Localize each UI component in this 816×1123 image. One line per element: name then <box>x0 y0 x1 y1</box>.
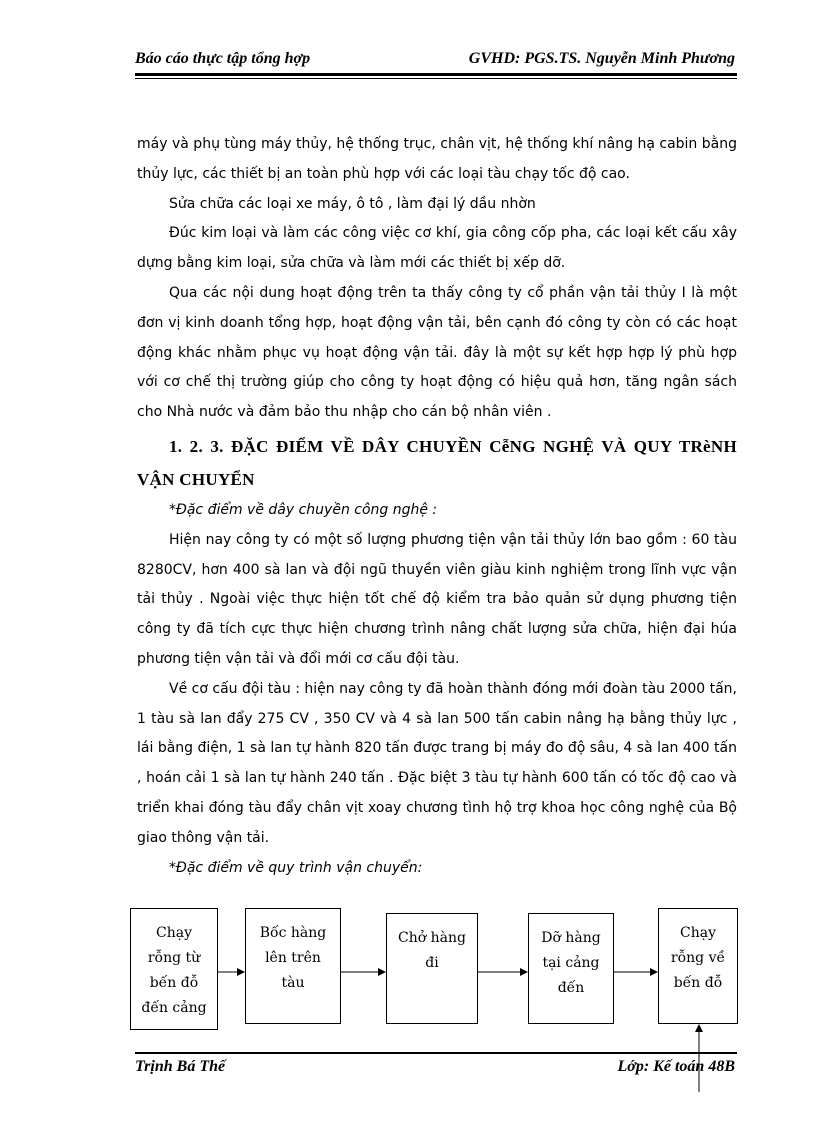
flow-step-4 <box>528 913 614 1024</box>
section-heading: 1. 2. 3. ĐẶC ĐIỂM VỀ DÂY CHUYỀN CễNG NGHỆ VÀ QUY TRèNH VẬN CHUYỂN <box>137 436 737 489</box>
flow-step-3-line: đi <box>425 955 439 971</box>
document-body <box>137 130 737 883</box>
flow-step-5-line: bến đỗ <box>673 975 723 991</box>
flow-step-5 <box>658 908 738 1024</box>
paragraph-repair: Sửa chữa các loại xe máy, ô tô , làm đại lý dầu nhờn <box>169 195 536 212</box>
flow-step-3 <box>386 913 478 1024</box>
flow-step-1-line: đến cảng <box>141 1000 207 1016</box>
flow-step-1-line: rỗng từ <box>147 950 201 966</box>
footer-class: Lớp: Kế toán 48B <box>617 1058 735 1075</box>
header-title: Báo cáo thực tập tổng hợp <box>135 50 311 67</box>
paragraph-fleet-structure: Về cơ cấu đội tàu : hiện nay công ty đã hoàn thành đóng mới đoàn tàu 2000 tấn, 1 tàu sà lan đẩy 275 CV , 350 CV và 4 sà lan 500 tấn cabin nâng hạ bằng thủy lực , lái bằng điện, 1 sà lan tự hành 820 tấn được trang bị máy đo độ sâu, 4 sà lan 400 tấn , hoán cải 1 sà lan tự hành 240 tấn . Đặc biệt 3 tàu tự hành 600 tấn có tốc độ cao và triển khai đóng tàu đẩy chân vịt xoay chương tình hộ trợ khoa học công nghệ của Bộ giao thông vận tải. <box>137 680 737 846</box>
footer-author: Trịnh Bá Thế <box>135 1058 226 1075</box>
flow-step-1-line: Chạy <box>156 925 192 941</box>
paragraph-casting: Đúc kim loại và làm các công việc cơ khí, gia công cốp pha, các loại kết cấu xây dựng bằng kim loại, sửa chữa và làm mới các thiết bị xếp dỡ. <box>137 225 737 272</box>
flow-step-5-line: rỗng về <box>670 950 726 966</box>
paragraph-summary: Qua các nội dung hoạt động trên ta thấy công ty cổ phần vận tải thủy I là một đơn vị kinh doanh tổng hợp, hoạt động vận tải, bên cạnh đó công ty còn có các hoạt động khác nhằm phục vụ hoạt động vận tải. đây là một sự kết hợp hợp lý phù hợp với cơ chế thị trường giúp cho công ty hoạt động có hiệu quả hơn, tăng ngân sách cho Nhà nước và đảm bảo thu nhập cho cán bộ nhân viên . <box>137 284 737 421</box>
footer-rule <box>135 1052 737 1054</box>
flow-step-3-line: Chở hàng <box>398 930 466 946</box>
flow-step-5-line: Chạy <box>680 925 716 941</box>
flow-step-2 <box>245 908 341 1024</box>
header-rule-thick <box>135 73 737 76</box>
page-header <box>135 50 735 72</box>
paragraph-continuation: máy và phụ tùng máy thủy, hệ thống trục, chân vịt, hệ thống khí nâng hạ cabin bằng thủy lực, các thiết bị an toàn phù hợp với các loại tàu chạy tốc độ cao. <box>137 136 737 182</box>
flow-step-4-line: tại cảng <box>542 955 600 971</box>
flow-step-2-line: tàu <box>281 975 305 991</box>
header-rule-thin <box>135 78 737 79</box>
flow-step-4-line: đến <box>557 980 585 996</box>
paragraph-fleet: Hiện nay công ty có một số lượng phương tiện vận tải thủy lớn bao gồm : 60 tàu 8280CV, hơn 400 sà lan và đội ngũ thuyền viên giàu kinh nghiệm trong lĩnh vực vận tải thủy . Ngoài việc thực hiện tốt chế độ kiểm tra bảo quản sử dụng phương tiện công ty đã tích cực thực hiện chương trình nâng chất lượng sửa chữa, hiện đại húa phương tiện vận tải và đổi mới cơ cấu đội tàu. <box>137 531 737 667</box>
flow-step-1-line: bến đỗ <box>149 975 199 991</box>
subheading-transport-process: *Đặc điểm về quy trình vận chuyển: <box>169 859 423 876</box>
page-footer <box>135 1058 735 1080</box>
flow-step-4-line: Dỡ hàng <box>541 930 601 946</box>
flow-step-2-line: lên trên <box>265 950 321 966</box>
flow-step-2-line: Bốc hàng <box>259 925 327 941</box>
flow-step-1 <box>130 908 218 1030</box>
subheading-technology: *Đặc điểm về dây chuyền công nghệ : <box>169 501 438 518</box>
header-supervisor: GVHD: PGS.TS. Nguyễn Minh Phương <box>468 50 735 67</box>
